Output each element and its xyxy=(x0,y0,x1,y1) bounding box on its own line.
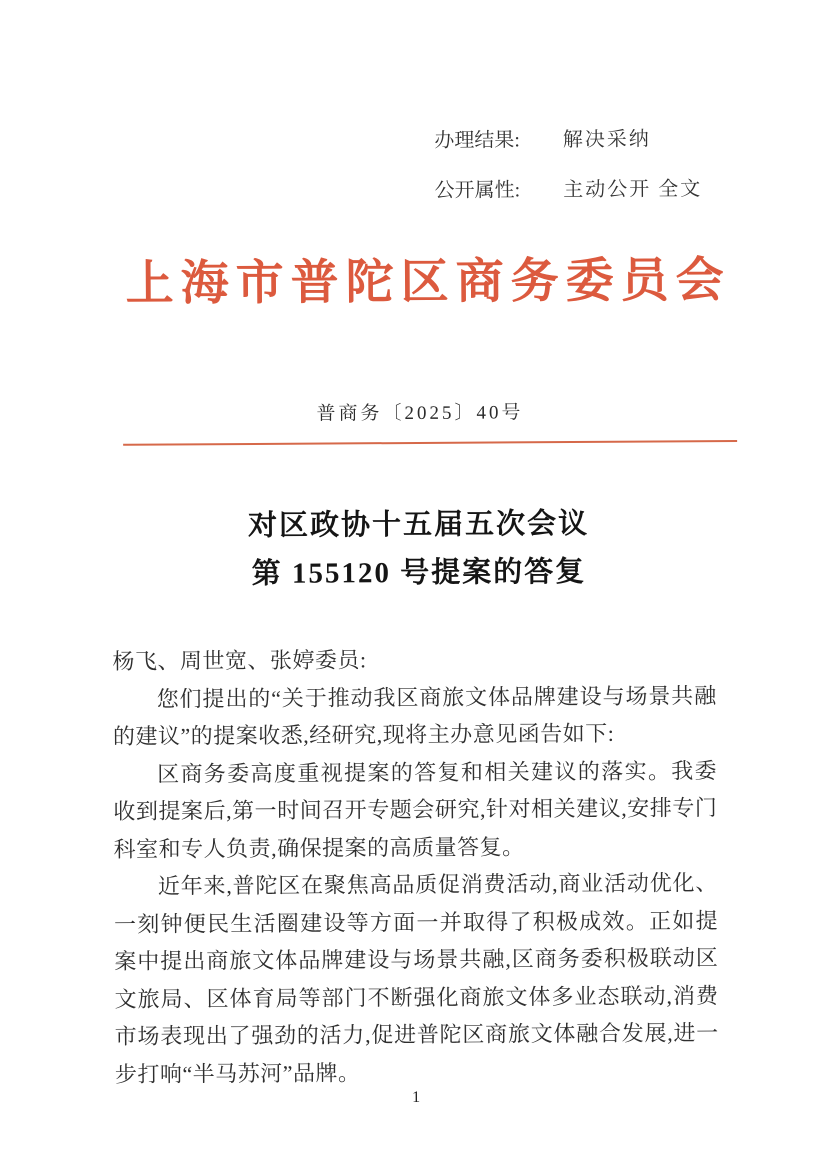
agency-masthead: 上海市普陀区商务委员会 xyxy=(125,254,731,311)
document-body xyxy=(112,639,719,1093)
paragraph-1: 您们提出的“关于推动我区商旅文体品牌建设与场景共融的建议”的提案收悉,经研究,现将主办意见函告如下: xyxy=(112,682,717,749)
handling-result-value: 解决采纳 xyxy=(562,128,651,152)
publicity-value: 主动公开 全文 xyxy=(563,178,703,202)
publicity-label: 公开属性: xyxy=(434,179,521,202)
red-divider-line xyxy=(123,440,737,446)
handling-result-label: 办理结果: xyxy=(434,129,520,152)
paragraph-2: 区商务委高度重视提案的答复和相关建议的落实。我委收到提案后,第一时间召开专题会研究,针对相关建议,安排专门科室和专人负责,确保提案的高质量答复。 xyxy=(113,757,718,862)
paragraph-3: 近年来,普陀区在聚焦高品质促消费活动,商业活动优化、一刻钟便民生活圈建设等方面一并取得了积极成效。正如提案中提出商旅文体品牌建设与场景共融,区商务委积极联动区文旅局、区体育局等部门不断强化商旅文体多业态联动,消费市场表现出了强劲的活力,促进普陀区商旅文体融合发展,进一步打响“半马苏河”品牌。 xyxy=(113,870,719,1087)
handling-result-row xyxy=(434,114,702,166)
document-title xyxy=(0,498,826,599)
page-number: 1 xyxy=(412,1088,421,1107)
salutation: 杨飞、周世宽、张婷委员: xyxy=(112,647,367,674)
document-title-line2: 第 155120 号提案的答复 xyxy=(251,555,587,590)
document-title-line1: 对区政协十五届五次会议 xyxy=(248,507,590,543)
publicity-row xyxy=(434,164,702,216)
document-number: 普商务〔2025〕40号 xyxy=(316,402,524,425)
header-meta xyxy=(434,114,702,216)
